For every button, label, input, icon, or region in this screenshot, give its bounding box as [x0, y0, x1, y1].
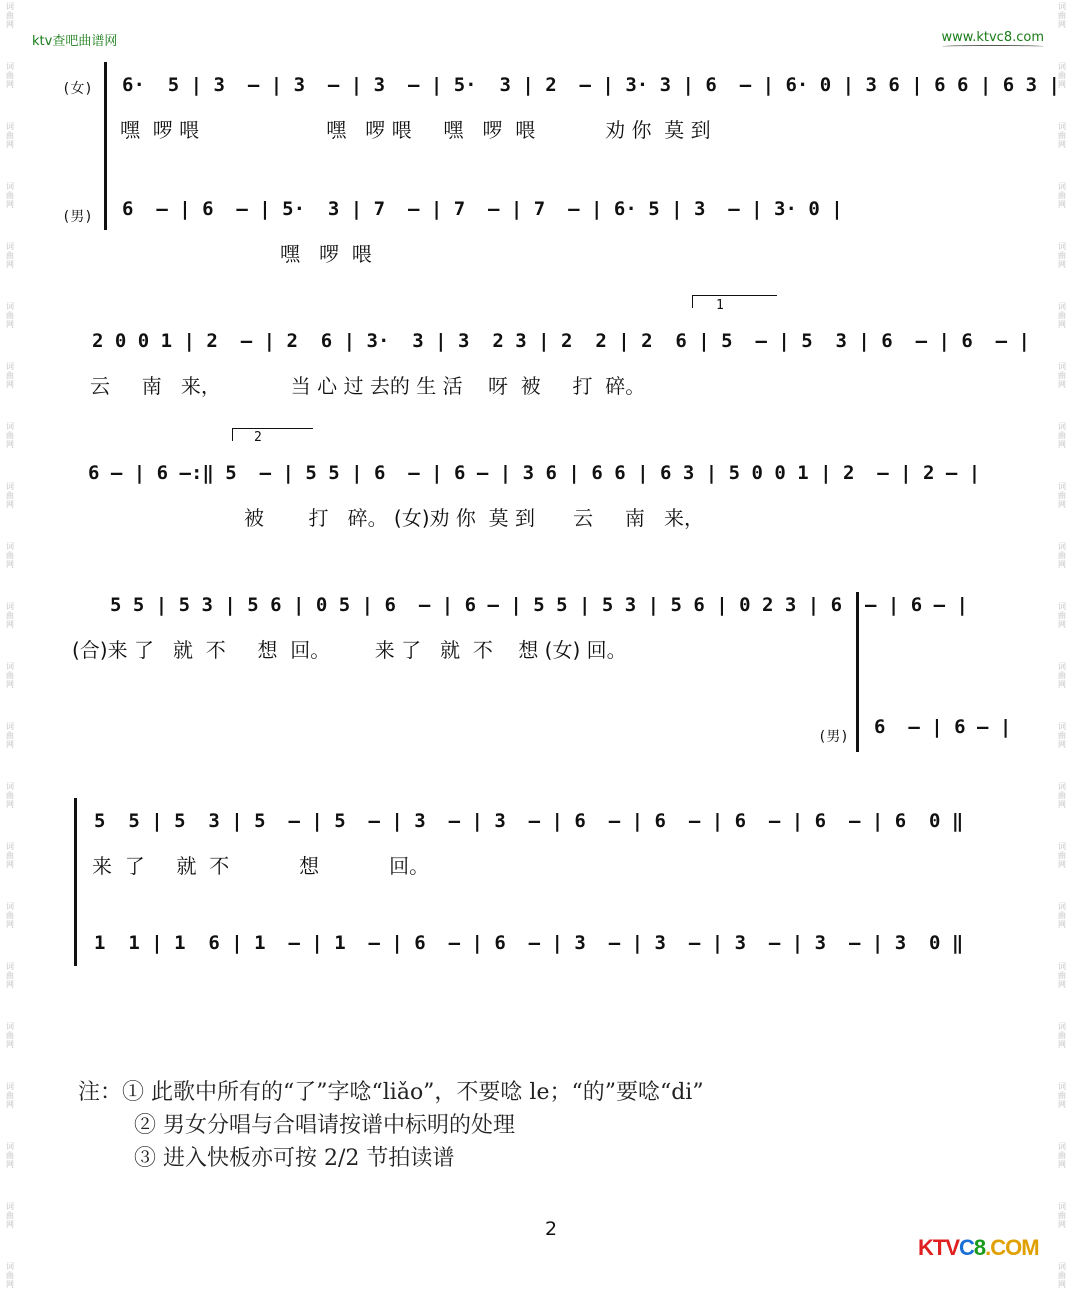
watermark-text: 词 曲 网 — [1058, 182, 1066, 209]
watermark-text: 词 曲 网 — [1058, 122, 1066, 149]
watermark-text: 词 曲 网 — [6, 122, 14, 149]
watermark-text: 词 曲 网 — [1058, 302, 1066, 329]
watermark-text: 词 曲 网 — [6, 662, 14, 689]
system-4-notes: 5 5 | 5 3 | 5 6 | 0 5 | 6 — | 6 — | 5 5 | 5 3 | 5 6 | 0 2 3 | 6 — | 6 — | — [110, 594, 968, 616]
watermark-text: 词 曲 网 — [1058, 602, 1066, 629]
logo-segment: .COM — [985, 1235, 1039, 1260]
footnote-1-text: ① 此歌中所有的“了”字唸“liǎo”，不要唸 le；“的”要唸“di” — [122, 1080, 704, 1105]
system-4-male-label: (男) — [818, 729, 849, 745]
volta-1-label: 1 — [716, 298, 724, 313]
system-1-female-label: (女) — [62, 81, 93, 97]
watermark-text: 词 曲 网 — [1058, 422, 1066, 449]
volta-2-label: 2 — [254, 430, 262, 445]
system-3-notes: 6 — | 6 —:‖ 5 — | 5 5 | 6 — | 6 — | 3 6 | 6 6 | 6 3 | 5 0 0 1 | 2 — | 2 — | — [88, 462, 981, 484]
watermark-text: 词 曲 网 — [6, 782, 14, 809]
system-3-lyrics: 被 打 碎。 (女)劝 你 莫 到 云 南 来， — [244, 506, 704, 530]
page-number: 2 — [545, 1218, 558, 1240]
watermark-text: 词 曲 网 — [6, 242, 14, 269]
watermark-text: 词 曲 网 — [1058, 482, 1066, 509]
watermark-text: 词 曲 网 — [1058, 362, 1066, 389]
system-4-brace — [856, 592, 859, 752]
footnotes — [78, 1076, 704, 1175]
system-1-male-label: (男) — [62, 209, 93, 225]
watermark-text: 词 曲 网 — [1058, 962, 1066, 989]
watermark-text: 词 曲 网 — [6, 602, 14, 629]
watermark-text: 词 曲 网 — [1058, 1022, 1066, 1049]
watermark-text: 词 曲 网 — [1058, 1142, 1066, 1169]
footnote-3: ③ 进入快板亦可按 2/2 节拍读谱 — [134, 1146, 455, 1171]
watermark-text: 词 曲 网 — [1058, 1082, 1066, 1109]
system-4-lyrics: (合)来 了 就 不 想 回。 来 了 就 不 想 (女) 回。 — [72, 638, 627, 662]
footnote-prefix: 注： — [78, 1080, 123, 1105]
system-1-female-notes: 6· 5 | 3 — | 3 — | 3 — | 5· 3 | 2 — | 3· 3 | 6 — | 6· 0 | 3 6 | 6 6 | 6 3 | — [122, 74, 1060, 96]
watermark-text: 词 曲 网 — [6, 1022, 14, 1049]
system-5-top-notes: 5 5 | 5 3 | 5 — | 5 — | 3 — | 3 — | 6 — | 6 — | 6 — | 6 — | 6 0 ‖ — [94, 810, 964, 832]
system-5-brace — [74, 798, 77, 966]
watermark-text: 词 曲 网 — [6, 482, 14, 509]
system-1-male-lyrics: 嘿 啰 喂 — [280, 242, 372, 266]
watermark-text: 词 曲 网 — [6, 962, 14, 989]
system-5-lyrics: 来 了 就 不 想 回。 — [92, 854, 430, 878]
system-1-brace — [104, 62, 107, 230]
site-logo[interactable] — [918, 1235, 1039, 1261]
logo-segment: C — [959, 1235, 974, 1260]
watermark-text: 词 曲 网 — [1058, 662, 1066, 689]
watermark-text: 词 曲 网 — [6, 902, 14, 929]
system-1-female-lyrics: 嘿 啰 喂 嘿 啰 喂 嘿 啰 喂 劝 你 莫 到 — [120, 118, 711, 142]
watermark-text: 词 曲 网 — [6, 722, 14, 749]
watermark-text: 词 曲 网 — [6, 62, 14, 89]
footnote-1 — [78, 1076, 704, 1109]
watermark-text: 词 曲 网 — [1058, 782, 1066, 809]
logo-segment: 8 — [973, 1235, 986, 1260]
watermark-text: 词 曲 网 — [1058, 842, 1066, 869]
system-4-male-notes: 6 — | 6 — | — [874, 716, 1012, 738]
footnote-2: ② 男女分唱与合唱请按谱中标明的处理 — [134, 1113, 515, 1138]
watermark-text: 词 曲 网 — [1058, 242, 1066, 269]
volta-2-bracket — [232, 428, 313, 441]
watermark-text: 词 曲 网 — [1058, 1202, 1066, 1229]
logo-segment: KTV — [918, 1235, 959, 1260]
site-name-left[interactable]: ktv查吧曲谱网 — [32, 34, 118, 49]
watermark-text: 词 曲 网 — [6, 422, 14, 449]
volta-1-bracket — [692, 295, 777, 308]
watermark-text: 词 曲 网 — [6, 542, 14, 569]
watermark-text: 词 曲 网 — [1058, 2, 1066, 29]
watermark-text: 词 曲 网 — [6, 302, 14, 329]
watermark-text: 词 曲 网 — [1058, 62, 1066, 89]
system-1-male-notes: 6 — | 6 — | 5· 3 | 7 — | 7 — | 7 — | 6· 5 | 3 — | 3· 0 | — [122, 198, 843, 220]
watermark-text: 词 曲 网 — [6, 1202, 14, 1229]
system-2-lyrics: 云 南 来， 当 心 过 去的 生 活 呀 被 打 碎。 — [90, 374, 646, 398]
left-watermark-strip — [0, 0, 22, 1287]
watermark-text: 词 曲 网 — [1058, 722, 1066, 749]
right-watermark-strip — [1052, 0, 1074, 1287]
system-5-bottom-notes: 1 1 | 1 6 | 1 — | 1 — | 6 — | 6 — | 3 — | 3 — | 3 — | 3 — | 3 0 ‖ — [94, 932, 964, 954]
system-2-notes: 2 0 0 1 | 2 — | 2 6 | 3· 3 | 3 2 3 | 2 2 | 2 6 | 5 — | 5 3 | 6 — | 6 — | — [92, 330, 1030, 352]
site-url-right[interactable]: www.ktvc8.com — [941, 30, 1044, 45]
watermark-text: 词 曲 网 — [1058, 902, 1066, 929]
watermark-text: 词 曲 网 — [6, 1082, 14, 1109]
watermark-text: 词 曲 网 — [6, 362, 14, 389]
watermark-text: 词 曲 网 — [6, 1142, 14, 1169]
watermark-text: 词 曲 网 — [1058, 542, 1066, 569]
watermark-text: 词 曲 网 — [1058, 1262, 1066, 1289]
watermark-text: 词 曲 网 — [6, 1262, 14, 1289]
watermark-text: 词 曲 网 — [6, 182, 14, 209]
watermark-text: 词 曲 网 — [6, 842, 14, 869]
watermark-text: 词 曲 网 — [6, 2, 14, 29]
